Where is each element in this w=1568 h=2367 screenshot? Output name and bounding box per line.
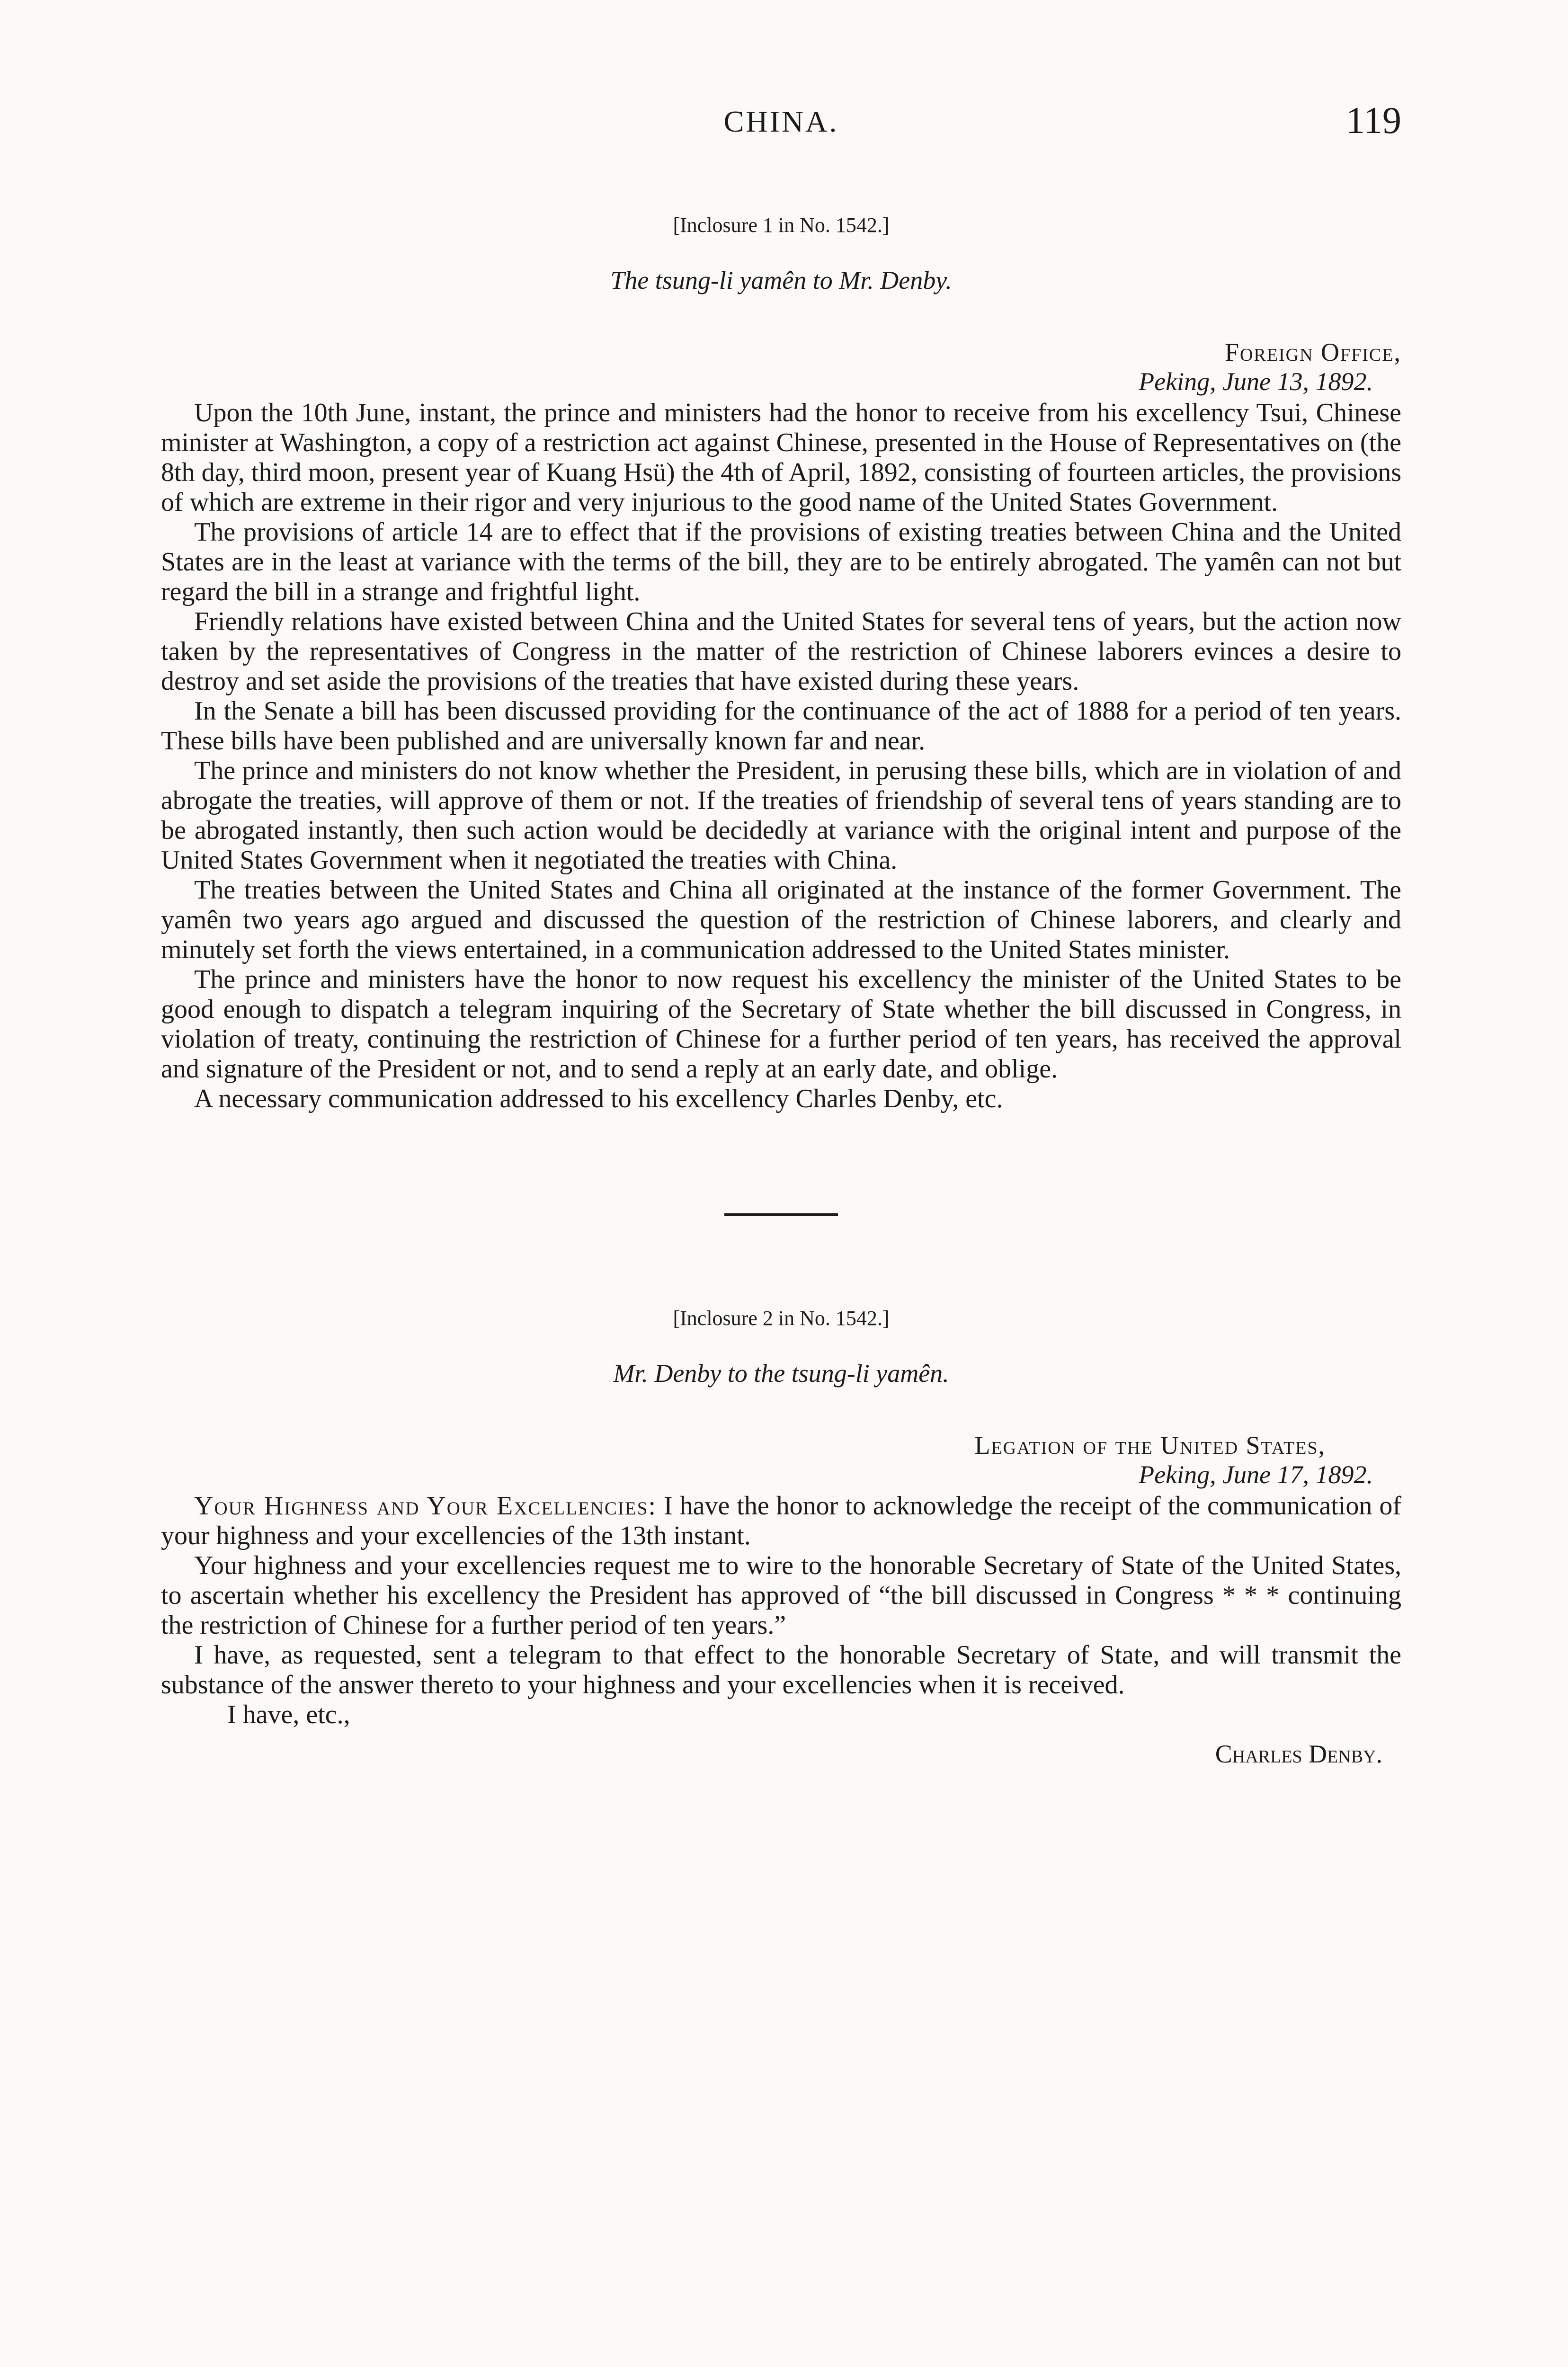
paragraph: Friendly relations have existed between China and the United States for several tens of years, but the action now taken by the representatives of Congress in the matter of the restriction of Chinese laborers evinces a desire to destroy and set aside the provisions of the treaties that have existed during these years. [161,607,1401,696]
page-number: 119 [1345,100,1401,142]
inclosure-1-label: [Inclosure 1 in No. 1542.] [673,214,890,237]
paragraph: The prince and ministers do not know whether the President, in perusing these bills, which are in violation of and abrogate the treaties, will approve of them or not. If the treaties of friendship of several tens of years standing are to be abrogated instantly, then such action would be decidedly at variance with the original intent and purpose of the United States Government when it negotiated the treaties with China. [161,756,1401,875]
paragraph: A necessary communication addressed to his excellency Charles Denby, etc. [194,1084,1003,1113]
paragraph: The prince and ministers have the honor to now request his excellency the minister of the United States to be good enough to dispatch a telegram inquiring of the Secretary of State whether the bill discussed in Congress, in violation of treaty, continuing the restriction of Chinese for a further period of ten years, has received the approval and signature of the President or not, and to send a reply at an early date, and oblige. [161,965,1401,1084]
inclosure-1-heading: The tsung-li yamên to Mr. Denby. [610,266,952,294]
salutation: Your Highness and Your Excellencies: [194,1491,657,1521]
inclosure-1-body [161,398,1401,1114]
inclosure-2-dateline [161,1431,1401,1489]
inclosure-2-place: Legation of the United States, [974,1431,1326,1459]
signature: Charles Denby. [1215,1740,1382,1768]
inclosure-2-label: [Inclosure 2 in No. 1542.] [673,1307,890,1330]
paragraph: Your highness and your excellencies request me to wire to the honorable Secretary of State of the United States, to ascertain whether his excellency the President has approved of “the bill discussed in Congress * * * continuing the restriction of Chinese for a further period of ten years.” [161,1551,1401,1640]
paragraph: Upon the 10th June, instant, the prince and ministers had the honor to receive from his excellency Tsui, Chinese minister at Washington, a copy of a restriction act against Chinese, presented in the House of Representatives on (the 8th day, third moon, present year of Kuang Hsü) the 4th of April, 1892, consisting of fourteen articles, the provisions of which are extreme in their rigor and very injurious to the good name of the United States Government. [161,398,1401,517]
paragraph: The provisions of article 14 are to effect that if the provisions of existing treaties between China and the United States are in the least at variance with the terms of the bill, they are to be entirely abrogated. The yamên can not but regard the bill in a strange and frightful light. [161,517,1401,606]
inclosure-1-dateline [161,338,1401,396]
running-head [161,95,1401,166]
paragraph-text: I have the honor to acknowledge the receipt of the communication of your highness and your excellencies of the 13th instant. [161,1491,1401,1550]
running-title: CHINA. [723,105,839,138]
inclosure-1-place: Foreign Office, [1224,338,1401,366]
inclosure-1-date: Peking, June 13, 1892. [1139,367,1373,396]
paragraph: I have, as requested, sent a telegram to that effect to the honorable Secretary of State, and will transmit the substance of the answer thereto to your highness and your excellencies when it is received. [161,1640,1401,1700]
inclosure-2-heading: Mr. Denby to the tsung-li yamên. [613,1359,949,1388]
inclosure-2-date: Peking, June 17, 1892. [1139,1460,1373,1489]
closing: I have, etc., [227,1700,350,1729]
section-divider [724,1213,838,1216]
paragraph [161,1491,1401,1551]
paragraph: In the Senate a bill has been discussed providing for the continuance of the act of 1888 for a period of ten years. These bills have been published and are universally known far and near. [161,696,1401,756]
paragraph: The treaties between the United States and China all originated at the instance of the former Government. The yamên two years ago argued and discussed the question of the restriction of Chinese laborers, and clearly and minutely set forth the views entertained, in a communication addressed to the United States minister. [161,875,1401,964]
document-page [161,95,1401,1769]
inclosure-2-body [161,1491,1401,1730]
